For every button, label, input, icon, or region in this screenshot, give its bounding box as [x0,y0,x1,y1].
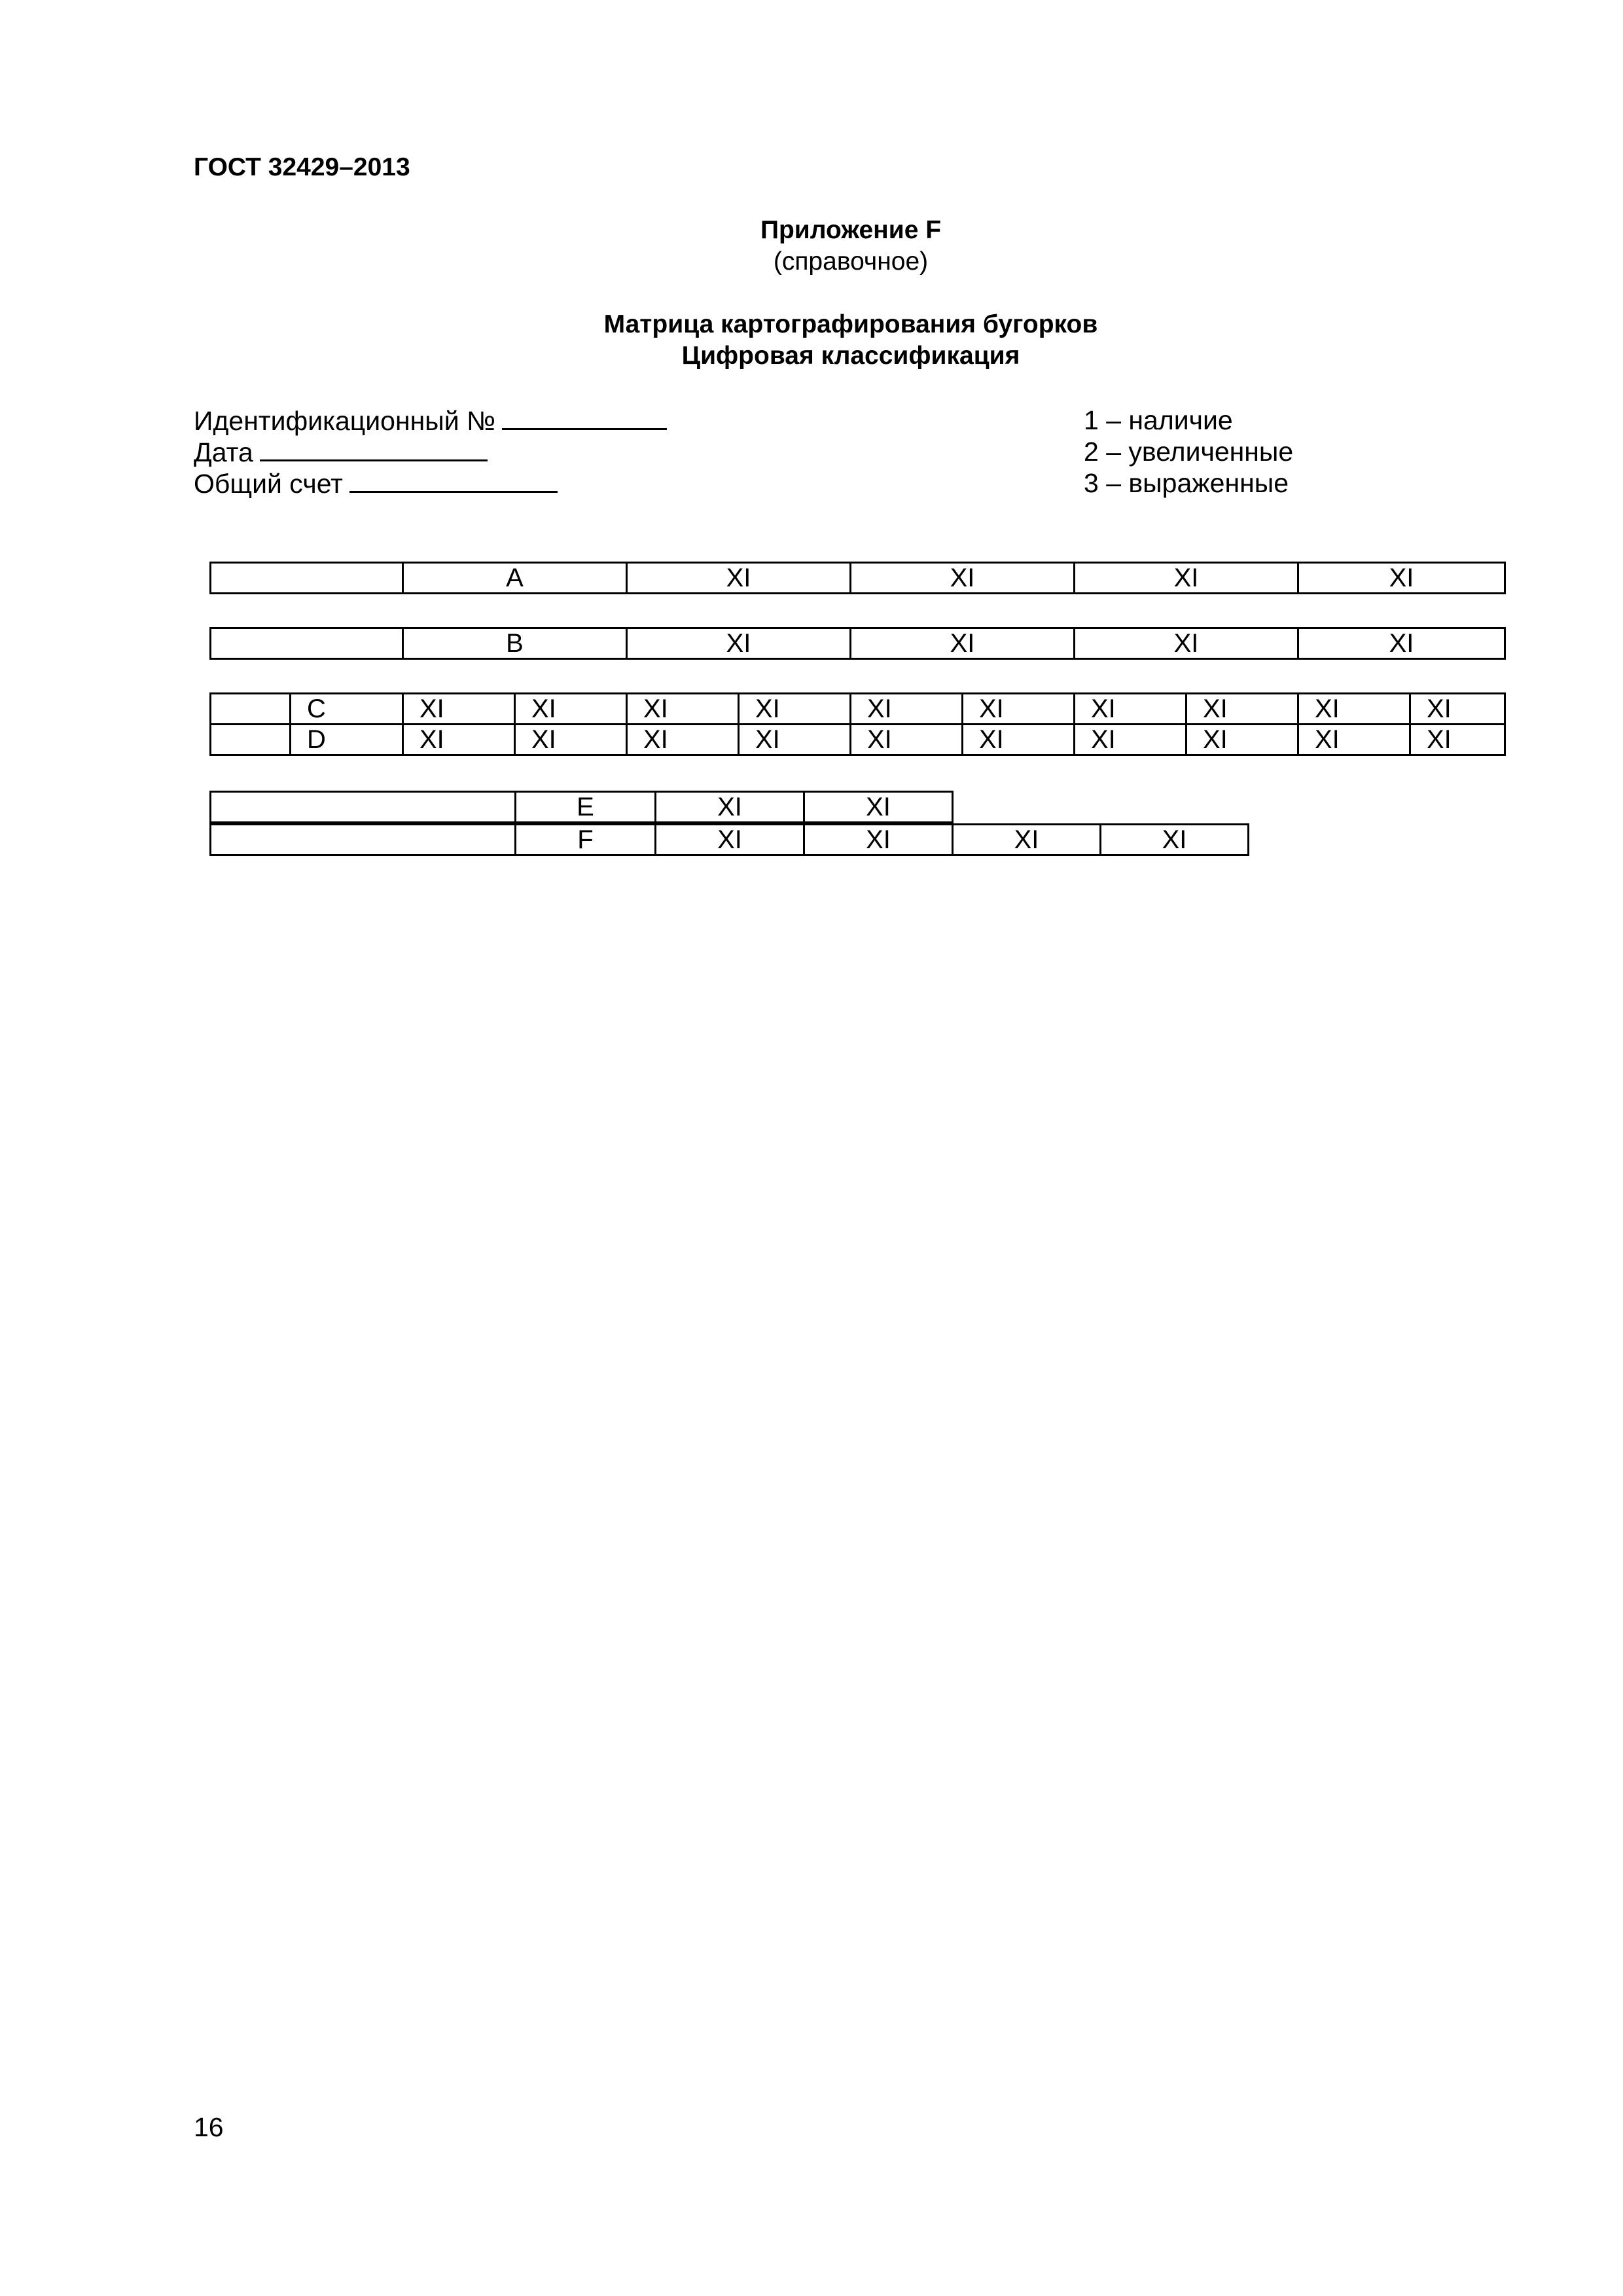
legend [1084,404,1293,499]
id-field [194,404,667,436]
row-label-cell: D [291,725,403,755]
xi-cell: XI [627,563,851,594]
xi-cell: XI [1410,725,1505,755]
date-field [194,436,667,467]
legend-item: 2 – увеличенные [1084,437,1294,467]
xi-cell: XI [963,725,1075,755]
xi-cell: XI [515,725,627,755]
total-field [194,467,667,499]
table-row [211,725,1505,755]
xi-cell: XI [1075,563,1298,594]
xi-cell: XI [627,694,739,725]
xi-cell: XI [739,694,851,725]
xi-cell: XI [1298,725,1410,755]
total-label: Общий счет [194,469,343,499]
empty-cell [211,792,516,823]
xi-cell: XI [963,694,1075,725]
appendix-status: (справочное) [773,247,929,276]
table-row [211,628,1505,659]
table-a [209,562,1506,594]
appendix-title: Приложение F [760,216,942,244]
empty-cell [211,628,403,659]
xi-cell: XI [739,725,851,755]
xi-cell: XI [515,694,627,725]
table-row [211,825,1249,855]
xi-cell: XI [851,725,963,755]
xi-cell: XI [1298,563,1505,594]
id-label: Идентификационный № [194,406,496,436]
table-b [209,627,1506,660]
row-label-cell: A [403,563,627,594]
xi-cell: XI [851,694,963,725]
date-label: Дата [194,437,253,467]
empty-cell [211,825,516,855]
xi-cell: XI [1075,628,1298,659]
row-label-cell: E [516,792,656,823]
xi-cell: XI [403,694,515,725]
row-label-cell: B [403,628,627,659]
xi-cell: XI [1186,725,1298,755]
page-number: 16 [194,2112,224,2142]
xi-cell: XI [1075,725,1186,755]
xi-cell: XI [1186,694,1298,725]
xi-cell: XI [851,628,1075,659]
table-row [211,694,1505,725]
xi-cell: XI [804,792,953,823]
xi-cell: XI [851,563,1075,594]
table-cd [209,692,1506,756]
xi-cell: XI [1298,694,1410,725]
xi-cell: XI [1410,694,1505,725]
legend-item: 3 – выраженные [1084,468,1289,498]
xi-cell: XI [403,725,515,755]
empty-cell [211,694,291,725]
row-label-cell: C [291,694,403,725]
table-row [211,792,953,823]
xi-cell: XI [953,825,1101,855]
table-e [209,791,954,823]
xi-cell: XI [804,825,953,855]
empty-cell [211,725,291,755]
xi-cell: XI [656,792,804,823]
xi-cell: XI [627,725,739,755]
xi-cell: XI [1298,628,1505,659]
xi-cell: XI [656,825,804,855]
total-blank-line [349,467,558,493]
table-f [209,823,1249,856]
row-label-cell: F [516,825,656,855]
xi-cell: XI [1075,694,1186,725]
id-blank-line [502,404,667,430]
form-fields [194,404,667,499]
table-row [211,563,1505,594]
empty-cell [211,563,403,594]
matrix-subtitle: Цифровая классификация [681,342,1020,370]
xi-cell: XI [627,628,851,659]
date-blank-line [260,436,488,461]
xi-cell: XI [1101,825,1249,855]
document-code: ГОСТ 32429–2013 [194,153,410,181]
matrix-title: Матрица картографирования бугорков [603,310,1098,338]
legend-item: 1 – наличие [1084,405,1233,435]
